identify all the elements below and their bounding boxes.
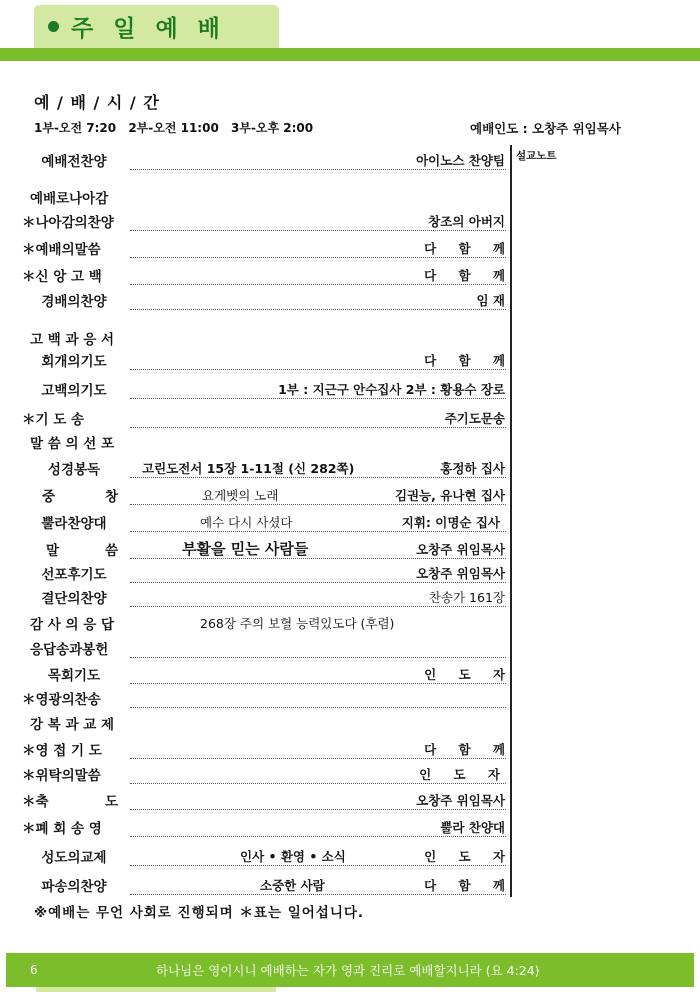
dotted-line [130,531,506,532]
row-right: 창조의 아버지 [428,214,505,229]
order-row [22,871,514,895]
row-right: 인 도 자 [419,767,509,782]
order-row [22,428,506,452]
order-row [22,813,506,837]
footer-verse: 하나님은 영이시니 예배하는 자가 영과 진리로 예배할지니라 (요 4:24) [156,963,540,978]
dotted-line [130,284,506,285]
order-row [22,183,506,207]
row-label: ＊신 앙 고 백 [22,269,102,285]
row-label: 중 창 [42,489,118,505]
order-row [22,286,506,310]
order-row [22,634,506,658]
order-row [22,146,506,170]
worship-leader: 예배인도 : 오창주 위임목사 [470,121,621,136]
row-label: 성도의교제 [41,850,107,866]
row-right: 인 도 자 [424,667,514,682]
row-label: 예배 전 찬양 [41,154,107,170]
order-row [22,559,506,583]
row-middle: 268장 주의 보혈 능력있도다 (후렴) [200,616,395,631]
order-row [22,404,506,428]
row-label: 파송의찬양 [41,879,107,895]
row-right: 다 함 께 [424,878,514,893]
dotted-line [130,809,506,810]
row-label: ＊예배의말씀 [22,242,101,258]
sermon-notes-label: 설교노트 [516,150,557,162]
row-label: 성 경 봉 독 [47,462,101,478]
row-right: 김권능, 유나현 집사 [394,488,505,503]
row-label: 고백의기도 [41,383,107,399]
dotted-line [130,657,506,658]
row-right: 인 도 자 [424,849,514,864]
row-label: ＊위탁의말씀 [22,768,101,784]
dotted-line [130,369,506,370]
row-label: 감 사 의 응 답 [30,617,115,633]
dotted-line [130,504,506,505]
row-label: 목 회 기 도 [47,668,101,684]
row-label: 선포후기도 [41,567,107,583]
row-label: ＊축 도 [22,794,118,810]
dotted-line [130,230,506,231]
order-row [22,609,506,633]
order-row [22,760,509,784]
order-row [22,786,506,810]
order-row [22,583,506,607]
order-row [22,481,506,505]
row-middle: 1부 : 지근구 안수집사 2부 : 황용수 장로 [278,382,505,397]
row-middle: 인사 • 환영 • 소식 [240,849,346,864]
section-title: 예 / 배 / 시 / 간 [34,93,160,112]
page-number: 6 [30,963,38,977]
row-right: 홍정하 집사 [440,461,505,476]
row-label: ＊나아감의찬양 [22,215,114,231]
row-label: 예배로나아감 [30,191,109,207]
row-right: 지휘: 이명순 집사 [401,515,500,530]
order-row [22,454,506,478]
dotted-line [130,606,506,607]
footer-accent-strip [36,987,276,992]
row-label: 말 씀 [46,543,118,559]
service-time-1: 1부-오전 7:20 [34,121,117,135]
dotted-line [130,398,506,399]
dotted-line [130,836,506,837]
top-green-bar [0,48,700,61]
dotted-line [130,309,506,310]
row-middle: 소중한 사람 [260,878,325,893]
order-row [22,709,506,733]
order-row [22,842,514,866]
dotted-line [130,865,506,866]
row-right: 찬송가 161장 [428,590,505,605]
page-title: 주 일 예 배 [71,16,226,42]
order-row [22,234,514,258]
row-right: 임 재 [476,293,505,308]
row-label: 경배의찬양 [41,294,107,310]
footer-bar [6,953,694,987]
order-row [22,660,514,684]
row-middle: 요게벳의 노래 [202,488,279,503]
row-right: 다 함 께 [424,241,514,256]
row-label: 응답송과봉헌 [30,642,109,658]
service-time-2: 2부-오전 11:00 [128,121,219,135]
dotted-line [130,169,506,170]
row-right: 뿔라 찬양대 [440,820,505,835]
order-row [22,535,506,559]
standing-note: ※예배는 무언 사회로 진행되며 ＊표는 일어섭니다. [34,905,365,921]
row-label: 강 복 과 교 제 [30,717,115,733]
row-label: ＊영 접 기 도 [22,743,102,759]
dotted-line [130,783,506,784]
row-label: ＊폐 회 송 영 [22,821,102,837]
service-times [34,119,321,136]
row-middle: 고린도전서 15장 1-11절 (신 282쪽) [142,461,355,476]
dotted-line [130,707,506,708]
row-label: 고 백 과 응 서 [30,332,115,348]
sermon-title: 부활을 믿는 사람들 [182,540,309,558]
order-row [22,735,514,759]
row-right: 오창주 위임목사 [416,542,505,557]
row-label: 결단의찬양 [41,591,107,607]
service-time-3: 3부-오후 2:00 [231,121,314,135]
notes-divider [510,145,512,897]
bullet-dot-icon [48,21,59,32]
order-row [22,261,514,285]
dotted-line [130,894,506,895]
row-right: 아이노스 찬양팀 [416,153,505,168]
dotted-line [130,758,506,759]
row-right: 다 함 께 [424,742,514,757]
row-label: ＊기 도 송 [22,412,85,428]
order-row [22,508,506,532]
order-row [22,684,506,708]
order-row [22,207,506,231]
order-row [22,346,514,370]
header-tab [34,5,279,48]
order-row [22,375,506,399]
row-right: 오창주 위임목사 [416,793,505,808]
row-middle: 예수 다시 사셨다 [200,515,293,530]
row-right: 다 함 께 [424,353,514,368]
row-label: 말 씀 의 선 포 [30,436,115,452]
row-label: 회개의기도 [41,354,107,370]
row-right: 다 함 께 [424,268,514,283]
dotted-line [130,257,506,258]
row-label: ＊영광의찬송 [22,692,101,708]
row-label: 뿔라찬양대 [41,516,107,532]
row-right: 주기도문송 [444,411,505,426]
row-right: 오창주 위임목사 [416,566,505,581]
order-row [22,324,506,348]
dotted-line [130,477,506,478]
